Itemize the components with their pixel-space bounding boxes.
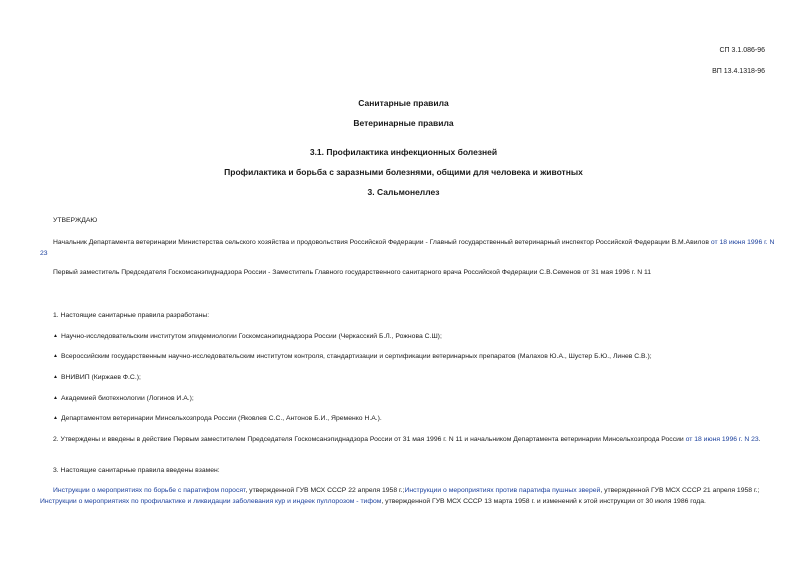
title-sanitary-rules: Санитарные правила [358,98,449,108]
list-item: ▲ ВНИВИП (Киржаев Ф.С.); [53,374,141,381]
title-subject: Профилактика и борьба с заразными болезнями, общими для человека и животных [224,167,583,177]
instruction-link-poultry[interactable]: Инструкции о мероприятиях по профилактике и ликвидации заболевания кур и индеек пуллорозом - тифом [40,498,382,505]
section-3-paragraph: Инструкции о мероприятиях по борьбе с паратифом поросят, утвержденной ГУВ МСХ СССР 22 апреля 1958 г.;Инструкции о мероприятиях против паратифа пушных зверей, утвержденной ГУВ МСХ СССР 21 апреля 1958 г.; Инструкции о мероприятиях по профилактике и ликвидации заболевания кур и индеек пуллорозом - тифом, утвержденной ГУВ МСХ СССР 13 марта 1958 г. и изменений к этой инструкции от 30 июля 1986 года. [40,487,760,505]
document-code-vp: ВП 13.4.1318-96 [712,68,765,75]
instruction-link-piglets[interactable]: Инструкции о мероприятиях по борьбе с паратифом поросят [53,487,246,494]
list-item: ▲ Всероссийским государственным научно-исследовательским институтом контроля, стандартизации и сертификации ветеринарных препаратов (Малахов Ю.А., Шустер Б.Ю., Линев С.В.); [53,353,652,360]
section-2-link[interactable]: от 18 июня 1996 г. N 23 [685,436,759,443]
title-veterinary-rules: Ветеринарные правила [353,118,454,128]
bullet-icon: ▲ [53,353,58,359]
section-2-paragraph: 2. Утверждены и введены в действие Первым заместителем Председателя Госкомсанэпиднадзора России от 31 мая 1996 г. N 11 и начальником Департамента ветеринарии Минсельхозпрода России от 18 июня 1996 г. N 23. [53,436,761,443]
title-section: 3.1. Профилактика инфекционных болезней [309,147,498,157]
approver-1-text: Начальник Департамента ветеринарии Министерства сельского хозяйства и продовольствия Российской Федерации - Главный государственный ветеринарный инспектор Российской Федерации В.М.Авилов [53,239,711,246]
document-code-sp: СП 3.1.086-96 [719,47,765,54]
approver-1-link[interactable]: от 18 июня 1996 г. N 23 [40,239,775,257]
list-item: ▲ Научно-исследовательским институтом эпидемиологии Госкомсанэпиднадзора России (Черкасский Б.Л., Рожнова С.Ш); [53,333,442,340]
approver-1-paragraph [40,237,775,259]
section-3-heading: 3. Настоящие санитарные правила введены взамен: [53,467,220,474]
bullet-icon: ▲ [53,395,58,401]
list-item: ▲ Департаментом ветеринарии Минсельхозпрода России (Яковлев С.С., Антонов Б.И., Яременко Н.А.). [53,415,382,422]
approver-2-paragraph: Первый заместитель Председателя Госкомсанэпиднадзора России - Заместитель Главного государственного санитарного врача Российской Федерации С.В.Семенов от 31 мая 1996 г. N 11 [53,269,652,276]
bullet-icon: ▲ [53,415,58,421]
bullet-icon: ▲ [53,374,58,380]
instruction-link-fur-animals[interactable]: Инструкции о мероприятиях против паратифа пушных зверей [404,487,601,494]
section-1-heading: 1. Настоящие санитарные правила разработаны: [53,312,210,319]
approve-label: УТВЕРЖДАЮ [53,217,98,224]
title-disease: 3. Сальмонеллез [367,187,440,197]
list-item: ▲ Академией биотехнологии (Логинов И.А.); [53,395,194,402]
bullet-icon: ▲ [53,333,58,339]
